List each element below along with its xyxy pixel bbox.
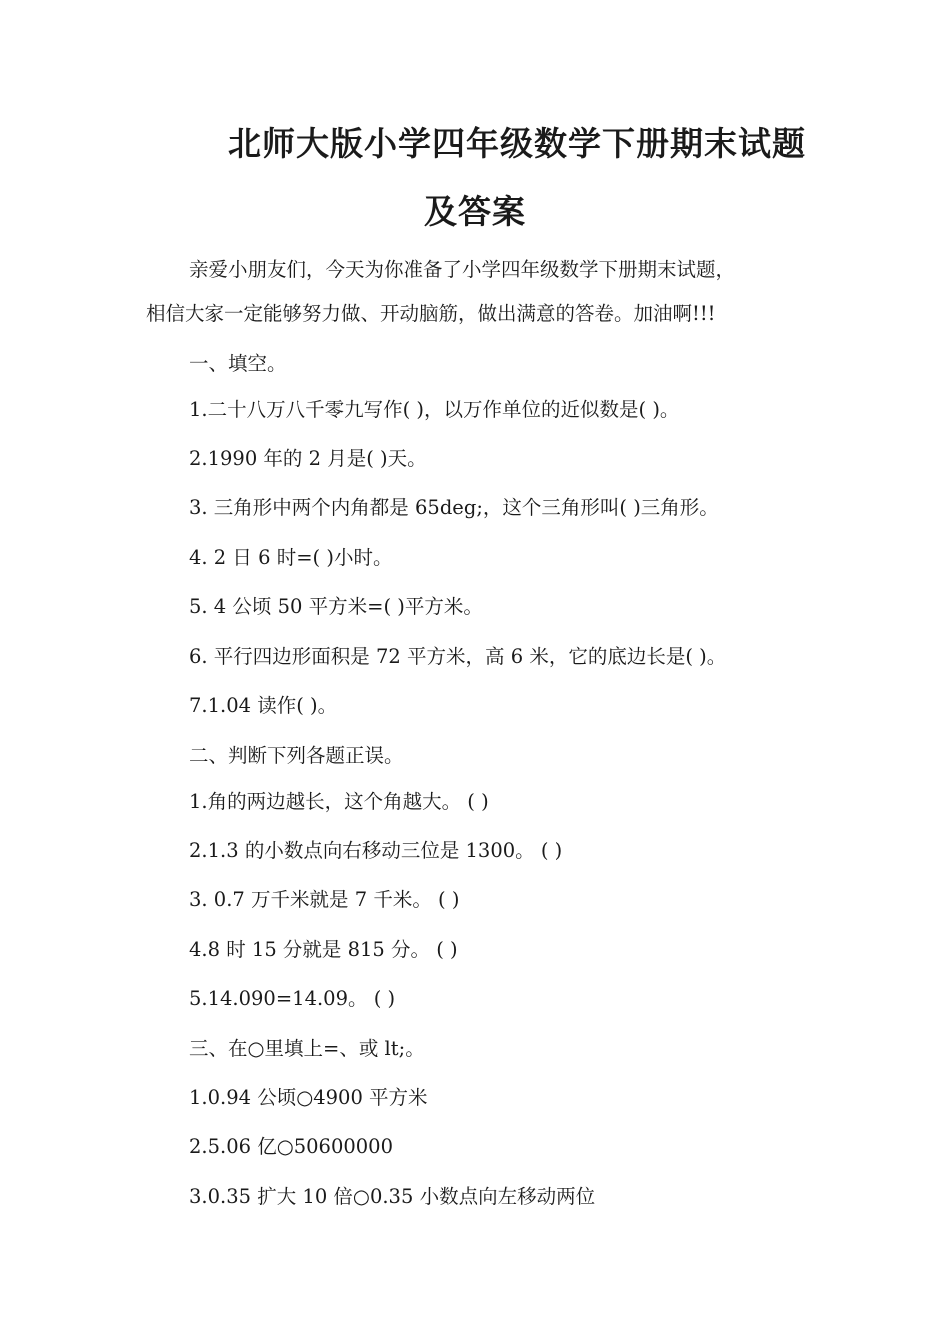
section-2-item: 2.1.3 的小数点向右移动三位是 1300。 ( )	[189, 839, 563, 862]
section-2-item: 5.14.090=14.09。 ( )	[189, 987, 396, 1010]
section-3-item: 2.5.06 亿○50600000	[189, 1135, 393, 1158]
section-3-heading: 三、在○里填上=、或 lt;。	[189, 1037, 425, 1060]
section-1-heading: 一、填空。	[189, 352, 287, 375]
intro-paragraph-line-2: 相信大家一定能够努力做、开动脑筋，做出满意的答卷。加油啊!!!	[146, 302, 716, 325]
section-1-item: 3. 三角形中两个内角都是 65deg;，这个三角形叫( )三角形。	[189, 496, 719, 519]
section-3-item: 3.0.35 扩大 10 倍○0.35 小数点向左移动两位	[189, 1185, 596, 1208]
section-1-item: 1.二十八万八千零九写作( )，以万作单位的近似数是( )。	[189, 398, 680, 421]
document-title-line-2: 及答案	[424, 192, 526, 231]
section-3-item: 1.0.94 公顷○4900 平方米	[189, 1086, 428, 1109]
section-1-item: 7.1.04 读作( )。	[189, 694, 338, 717]
intro-paragraph-line-1: 亲爱小朋友们，今天为你准备了小学四年级数学下册期末试题，	[189, 258, 736, 281]
section-2-item: 3. 0.7 万千米就是 7 千米。 ( )	[189, 888, 460, 911]
document-title-line-1: 北师大版小学四年级数学下册期末试题	[228, 124, 806, 163]
section-2-item: 4.8 时 15 分就是 815 分。 ( )	[189, 938, 458, 961]
section-1-item: 2.1990 年的 2 月是( )天。	[189, 447, 427, 470]
section-1-item: 4. 2 日 6 时=( )小时。	[189, 546, 393, 569]
section-1-item: 6. 平行四边形面积是 72 平方米，高 6 米，它的底边长是( )。	[189, 645, 727, 668]
section-1-item: 5. 4 公顷 50 平方米=( )平方米。	[189, 595, 483, 618]
section-2-heading: 二、判断下列各题正误。	[189, 744, 404, 767]
section-2-item: 1.角的两边越长，这个角越大。 ( )	[189, 790, 489, 813]
